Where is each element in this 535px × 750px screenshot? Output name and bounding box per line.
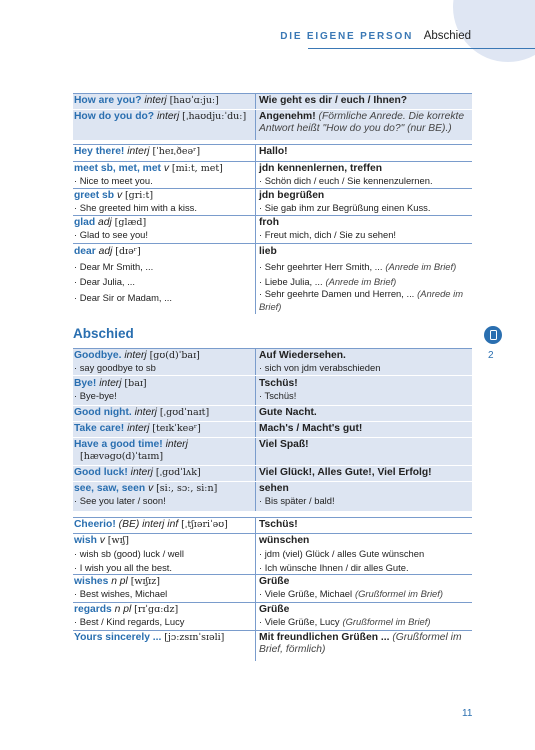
- pronunciation: [ˌgʊdˈlʌk]: [155, 467, 201, 478]
- pronunciation: [jɔːzsɪnˈsɪəli]: [164, 632, 225, 643]
- part-of-speech: v: [99, 535, 105, 546]
- translation: sehen: [259, 483, 289, 494]
- example: · Viele Grüße, Lucy: [259, 616, 340, 628]
- headword: wish: [74, 535, 97, 546]
- translation: lieb: [259, 246, 277, 257]
- example: · Dear Julia, ...: [74, 276, 135, 288]
- english-cell: [74, 190, 254, 215]
- pronunciation: [ˌhaʊdjuːˈduː]: [182, 111, 247, 122]
- headword: greet sb: [74, 190, 115, 201]
- german-cell: Mach's / Macht's gut!: [259, 423, 363, 434]
- part-of-speech: interj: [165, 439, 188, 450]
- english-cell: [74, 632, 254, 644]
- column-divider: [255, 244, 256, 314]
- headword: glad: [74, 217, 96, 228]
- german-cell: Wie geht es dir / euch / Ihnen?: [259, 95, 408, 106]
- column-divider: [255, 216, 256, 243]
- english-cell: [74, 378, 254, 403]
- pronunciation: [ˌgʊdˈnaɪt]: [159, 407, 210, 418]
- column-divider: [255, 422, 256, 437]
- example: · sich von jdm verabschieden: [259, 362, 381, 374]
- headword: regards: [74, 604, 112, 615]
- german-cell: [259, 163, 471, 188]
- translation: jdn begrüßen: [259, 190, 325, 201]
- headword: How are you?: [74, 95, 142, 106]
- part-of-speech: v: [116, 190, 123, 201]
- english-cell: [74, 350, 254, 375]
- english-cell: [74, 467, 254, 479]
- headword: dear: [74, 246, 96, 257]
- table-row: [73, 144, 472, 161]
- part-of-speech: interj: [124, 350, 147, 361]
- header-title: Abschied: [423, 30, 471, 42]
- headword: Have a good time!: [74, 439, 163, 450]
- page-header: [280, 30, 471, 42]
- example: · Bis später / bald!: [259, 495, 335, 507]
- column-divider: [255, 575, 256, 602]
- table-row: [73, 421, 472, 437]
- headword: Goodbye.: [74, 350, 122, 361]
- column-divider: [255, 406, 256, 421]
- english-cell: [74, 95, 254, 107]
- table-row: [73, 465, 472, 481]
- page-number: 11: [462, 708, 473, 719]
- german-cell: [259, 483, 471, 508]
- translation: Angenehm!: [259, 111, 316, 122]
- table-row: [73, 517, 472, 533]
- table-row: [73, 533, 472, 574]
- usage-note: (Grußformel im Brief, förmlich): [259, 632, 462, 656]
- pronunciation: [wɪʃ]: [107, 535, 129, 546]
- example: · Sie gab ihm zur Begrüßung einen Kuss.: [259, 202, 431, 214]
- vocab-table-abschied: [73, 348, 472, 661]
- part-of-speech: interj: [144, 95, 167, 106]
- english-cell: [74, 407, 254, 419]
- part-of-speech: adj: [98, 246, 113, 257]
- example: · See you later / soon!: [74, 495, 166, 507]
- german-cell: [259, 535, 471, 575]
- table-row: [73, 188, 472, 215]
- headword: wishes: [74, 576, 109, 587]
- column-divider: [255, 376, 256, 405]
- english-cell: [74, 163, 254, 188]
- section-title: Abschied: [73, 326, 134, 341]
- german-cell: Viel Spaß!: [259, 439, 309, 450]
- pronunciation: [wɪʃɪz]: [130, 576, 160, 587]
- headword: Yours sincerely ...: [74, 632, 162, 643]
- example: · Best wishes, Michael: [74, 588, 168, 600]
- vocab-table-intro: [73, 93, 472, 314]
- headword: Good night.: [74, 407, 132, 418]
- part-of-speech: interj: [156, 111, 180, 122]
- translation: jdn kennenlernen, treffen: [259, 163, 383, 174]
- example: · Sehr geehrter Herr Smith, ...: [259, 260, 383, 272]
- english-cell: [74, 519, 254, 531]
- part-of-speech: interj inf: [142, 519, 179, 530]
- pronunciation: [baɪ]: [124, 378, 147, 389]
- table-row: [73, 243, 472, 314]
- example: · Tschüs!: [259, 390, 297, 402]
- german-cell: [259, 111, 471, 135]
- column-divider: [255, 534, 256, 574]
- table-row: [73, 630, 472, 661]
- translation: Tschüs!: [259, 378, 298, 389]
- table-row: [73, 481, 472, 511]
- translation: Grüße: [259, 576, 290, 587]
- english-cell: [74, 439, 254, 463]
- english-cell: [74, 146, 254, 158]
- part-of-speech: v: [163, 163, 170, 174]
- german-cell: [259, 217, 471, 242]
- part-of-speech: (BE): [118, 519, 140, 530]
- part-of-speech: interj: [130, 467, 153, 478]
- column-divider: [255, 631, 256, 661]
- english-cell: [74, 604, 254, 629]
- pronunciation: [miːt, met]: [171, 163, 223, 174]
- pronunciation: [hævəgʊ(d)ˈtaɪm]: [80, 451, 164, 463]
- pronunciation: [gʊ(d)ˈbaɪ]: [149, 350, 200, 361]
- table-row: [73, 405, 472, 421]
- usage-note: (Anrede im Brief): [325, 276, 397, 288]
- translation: Auf Wiedersehen.: [259, 350, 346, 361]
- english-cell: [74, 111, 254, 123]
- example: · Dear Sir or Madam, ...: [74, 291, 172, 303]
- column-divider: [255, 349, 256, 375]
- header-rule: [308, 48, 535, 49]
- translation: Grüße: [259, 604, 290, 615]
- headword: Take care!: [74, 423, 125, 434]
- column-divider: [255, 189, 256, 215]
- column-divider: [255, 162, 256, 188]
- part-of-speech: interj: [127, 423, 150, 434]
- german-cell: [259, 288, 471, 315]
- example: · Ich wünsche Ihnen / dir alles Gute.: [259, 561, 409, 573]
- example: · Best / Kind regards, Lucy: [74, 616, 185, 628]
- pronunciation: [teɪkˈkeəʳ]: [152, 423, 201, 434]
- german-cell: [259, 245, 471, 291]
- table-row: [73, 574, 472, 602]
- usage-note: (Förmliche Anrede. Die korrekte Antwort heißt "How do you do?" (nur BE).): [259, 111, 465, 135]
- german-cell: [259, 632, 471, 656]
- english-cell: [74, 217, 254, 242]
- table-row: [73, 602, 472, 630]
- english-cell: [74, 483, 254, 508]
- example: · Schön dich / euch / Sie kennenzulernen.: [259, 175, 433, 187]
- headword: meet sb, met, met: [74, 163, 161, 174]
- table-row: [73, 161, 472, 188]
- part-of-speech: n pl: [114, 604, 132, 615]
- german-cell: [259, 378, 471, 403]
- headword: Good luck!: [74, 467, 128, 478]
- pronunciation: [ˌtʃɪəriˈəʊ]: [181, 519, 228, 530]
- example: · Dear Mr Smith, ...: [74, 260, 154, 272]
- part-of-speech: interj: [134, 407, 157, 418]
- column-divider: [255, 438, 256, 465]
- part-of-speech: interj: [127, 146, 150, 157]
- usage-note: (Anrede im Brief): [259, 288, 464, 313]
- german-cell: [259, 604, 471, 629]
- example: · Glad to see you!: [74, 229, 148, 241]
- example: · She greeted him with a kiss.: [74, 202, 197, 214]
- column-divider: [255, 518, 256, 533]
- english-cell: [74, 423, 254, 435]
- german-cell: [259, 576, 471, 601]
- table-row: [73, 215, 472, 243]
- column-divider: [255, 145, 256, 161]
- english-cell: [74, 576, 254, 601]
- part-of-speech: n pl: [111, 576, 128, 587]
- german-cell: Viel Glück!, Alles Gute!, Viel Erfolg!: [259, 467, 432, 478]
- table-row: [73, 437, 472, 465]
- translation: wünschen: [259, 535, 310, 546]
- english-cell: [74, 245, 254, 306]
- side-number: 2: [488, 350, 494, 361]
- german-cell: [259, 350, 471, 375]
- headword: see, saw, seen: [74, 483, 146, 494]
- column-divider: [255, 482, 256, 511]
- part-of-speech: v: [148, 483, 154, 494]
- pronunciation: [dɪəʳ]: [115, 246, 141, 257]
- pronunciation: [ˈheɪˌðeəʳ]: [152, 146, 201, 157]
- english-cell: [74, 535, 254, 575]
- example: · Sehr geehrte Damen und Herren, ...: [259, 288, 415, 299]
- usage-note: (Anrede im Brief): [385, 260, 457, 272]
- pronunciation: [rɪˈgɑːdz]: [134, 604, 179, 615]
- usage-note: (Grußformel im Brief): [354, 588, 443, 600]
- pronunciation: [haʊˈɑːjuː]: [169, 95, 219, 106]
- example: · Nice to meet you.: [74, 175, 153, 187]
- table-row: [73, 348, 472, 375]
- part-of-speech: interj: [99, 378, 122, 389]
- pronunciation: [glæd]: [114, 217, 147, 228]
- table-row: [73, 375, 472, 405]
- pronunciation: [siː, sɔː, siːn]: [156, 483, 218, 494]
- german-cell: [259, 190, 471, 215]
- example: · Liebe Julia, ...: [259, 276, 323, 288]
- column-divider: [255, 110, 256, 140]
- headword: Bye!: [74, 378, 97, 389]
- example: · wish sb (good) luck / well: [74, 547, 184, 559]
- column-divider: [255, 94, 256, 109]
- german-cell: Gute Nacht.: [259, 407, 317, 418]
- example: · jdm (viel) Glück / alles Gute wünschen: [259, 547, 425, 559]
- headword: How do you do?: [74, 111, 155, 122]
- table-row: [73, 109, 472, 140]
- example: · Freut mich, dich / Sie zu sehen!: [259, 229, 397, 241]
- translation: Mit freundlichen Grüßen ...: [259, 632, 390, 643]
- german-cell: Tschüs!: [259, 519, 298, 530]
- header-section: DIE EIGENE PERSON: [280, 31, 414, 42]
- part-of-speech: adj: [98, 217, 112, 228]
- phone-icon: [484, 326, 502, 344]
- example: · say goodbye to sb: [74, 362, 156, 374]
- usage-note: (Grußformel im Brief): [342, 616, 431, 628]
- table-row: [73, 93, 472, 109]
- example: · Viele Grüße, Michael: [259, 588, 353, 600]
- example: · Bye-bye!: [74, 390, 117, 402]
- german-cell: Hallo!: [259, 146, 288, 157]
- pronunciation: [griːt]: [124, 190, 154, 201]
- column-divider: [255, 466, 256, 481]
- column-divider: [255, 603, 256, 630]
- example: · I wish you all the best.: [74, 561, 172, 573]
- headword: Cheerio!: [74, 519, 116, 530]
- translation: froh: [259, 217, 280, 228]
- headword: Hey there!: [74, 146, 125, 157]
